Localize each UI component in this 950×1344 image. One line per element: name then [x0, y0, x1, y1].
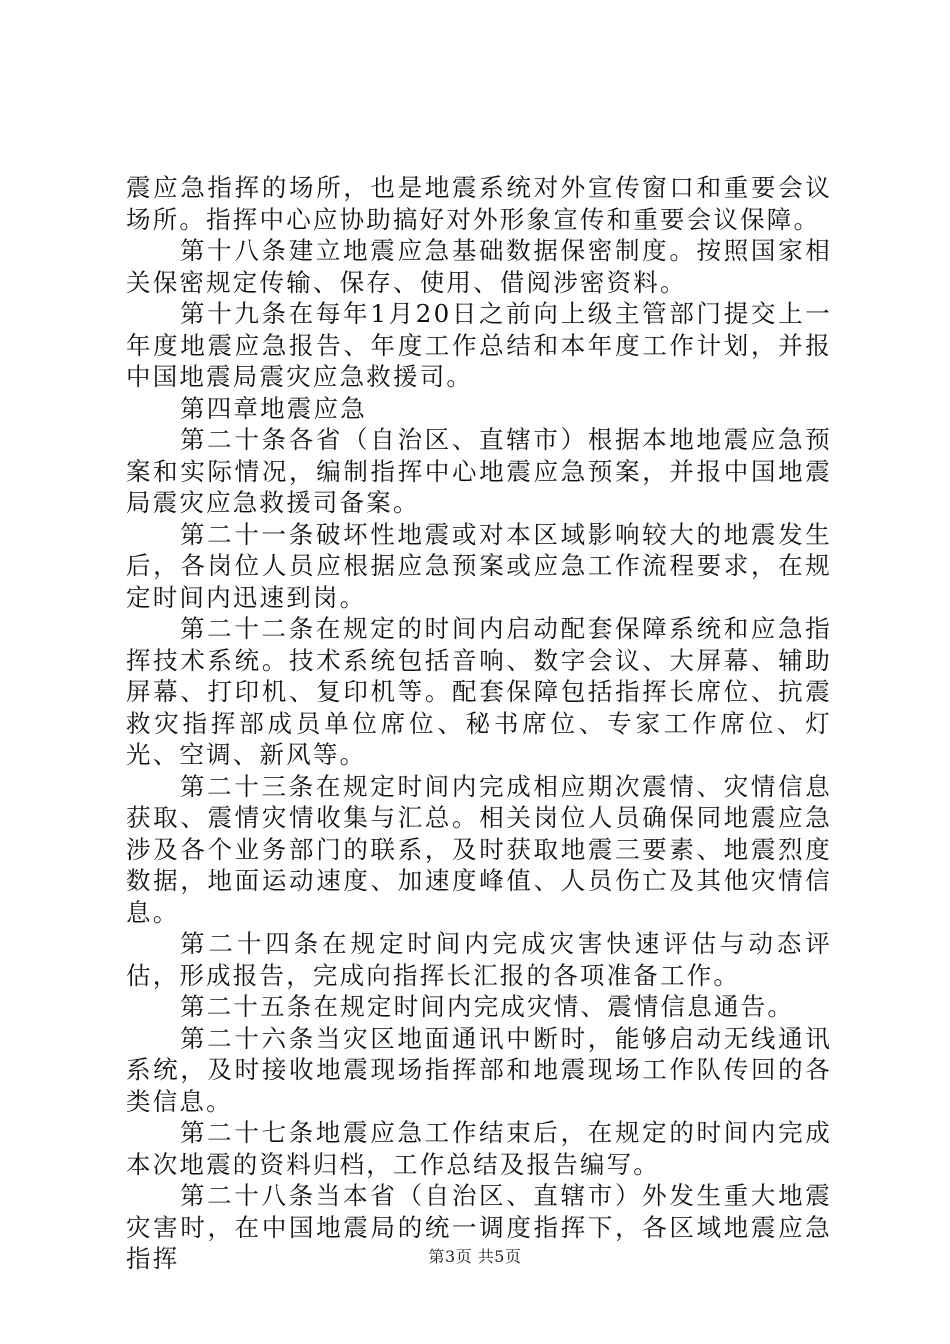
paragraph-article-18: 第十八条建立地震应急基础数据保密制度。按照国家相关保密规定传输、保存、使用、借阅涉密资料。	[126, 236, 832, 297]
paragraph-continuation: 震应急指挥的场所，也是地震系统对外宣传窗口和重要会议场所。指挥中心应协助搞好对外形象宣传和重要会议保障。	[126, 173, 832, 234]
paragraph-article-24: 第二十四条在规定时间内完成灾害快速评估与动态评估，形成报告，完成向指挥长汇报的各项准备工作。	[126, 929, 832, 990]
chapter-heading: 第四章地震应急	[180, 393, 367, 423]
paragraph-article-22: 第二十二条在规定的时间内启动配套保障系统和应急指挥技术系统。技术系统包括音响、数字会议、大屏幕、辅助屏幕、打印机、复印机等。配套保障包括指挥长席位、抗震救灾指挥部成员单位席位、秘书席位、专家工作席位、灯光、空调、新风等。	[126, 614, 832, 769]
page-footer: 第3页 共5页	[428, 1247, 522, 1266]
paragraph-article-23: 第二十三条在规定时间内完成相应期次震情、灾情信息获取、震情灾情收集与汇总。相关岗位人员确保同地震应急涉及各个业务部门的联系，及时获取地震三要素、地震烈度数据，地面运动速度、加速度峰值、人员伤亡及其他灾情信息。	[126, 771, 832, 927]
paragraph-article-20: 第二十条各省（自治区、直辖市）根据本地地震应急预案和实际情况，编制指挥中心地震应急预案，并报中国地震局震灾应急救援司备案。	[126, 425, 832, 517]
paragraph-article-27: 第二十七条地震应急工作结束后，在规定的时间内完成本次地震的资料归档，工作总结及报告编写。	[126, 1118, 832, 1179]
paragraph-article-25: 第二十五条在规定时间内完成灾情、震情信息通告。	[180, 992, 795, 1021]
paragraph-article-26: 第二十六条当灾区地面通讯中断时，能够启动无线通讯系统，及时接收地震现场指挥部和地震现场工作队传回的各类信息。	[126, 1023, 832, 1116]
document-body	[126, 172, 832, 1275]
paragraph-article-28: 第二十八条当本省（自治区、直辖市）外发生重大地震灾害时，在中国地震局的统一调度指挥下，各区域地震应急指挥	[126, 1181, 832, 1273]
paragraph-article-21: 第二十一条破坏性地震或对本区域影响较大的地震发生后，各岗位人员应根据应急预案或应急工作流程要求，在规定时间内迅速到岗。	[126, 519, 832, 612]
paragraph-article-19: 第十九条在每年1月20日之前向上级主管部门提交上一年度地震应急报告、年度工作总结和本年度工作计划，并报中国地震局震灾应急救援司。	[126, 299, 832, 391]
